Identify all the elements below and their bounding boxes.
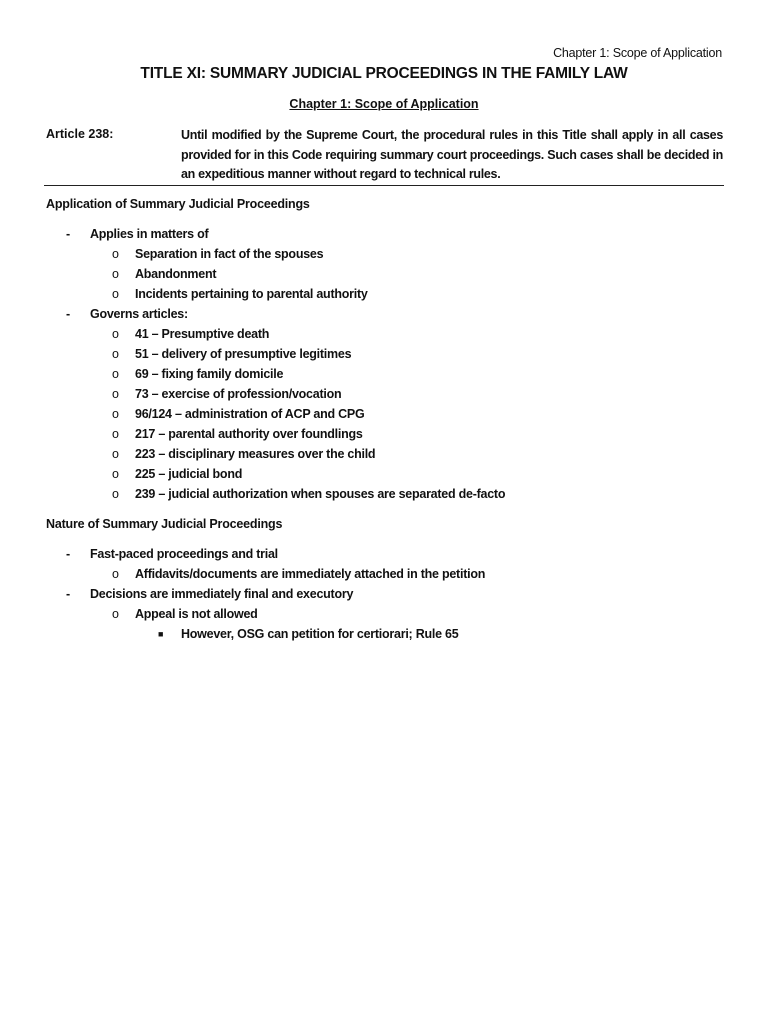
list-item-text: 217 – parental authority over foundlings [135,427,363,441]
circle-bullet-icon: o [112,267,119,281]
circle-bullet-icon: o [112,387,119,401]
section-heading-application: Application of Summary Judicial Proceedings [46,197,310,211]
list-item-text: 69 – fixing family domicile [135,367,284,381]
dash-bullet: - [66,227,70,241]
list-item-text: 225 – judicial bond [135,467,243,481]
list-item-text: Applies in matters of [90,227,209,241]
document-title: TITLE XI: SUMMARY JUDICIAL PROCEEDINGS IN THE FAMILY LAW [140,65,628,82]
running-header: Chapter 1: Scope of Application [553,46,722,60]
dash-bullet: - [66,307,70,321]
list-item-text: Fast-paced proceedings and trial [90,547,278,561]
dash-bullet: - [66,547,70,561]
list-item-text: Abandonment [135,267,217,281]
list-item-text: Decisions are immediately final and executory [90,587,354,601]
article-label: Article 238: [46,127,114,141]
circle-bullet-icon: o [112,447,119,461]
list-item-text: 96/124 – administration of ACP and CPG [135,407,365,421]
list-item-text: Appeal is not allowed [135,607,258,621]
chapter-heading: Chapter 1: Scope of Application [289,97,479,111]
list-item-text: 239 – judicial authorization when spouses are separated de-facto [135,487,506,501]
list-item-text: Incidents pertaining to parental authority [135,287,368,301]
horizontal-rule [44,185,724,186]
list-item-text: Governs articles: [90,307,188,321]
section-heading-nature: Nature of Summary Judicial Proceedings [46,517,283,531]
list-item-text: However, OSG can petition for certiorari; Rule 65 [181,627,459,641]
list-item-text: 51 – delivery of presumptive legitimes [135,347,352,361]
article-text: Until modified by the Supreme Court, the procedural rules in this Title shall apply in all cases provided for in this Code requiring summary court proceedings. Such cases shall be decided in an expeditious manner without regard to technical rules. [181,128,723,181]
circle-bullet-icon: o [112,287,119,301]
circle-bullet-icon: o [112,367,119,381]
list-item-text: 41 – Presumptive death [135,327,270,341]
list-item-text: 223 – disciplinary measures over the child [135,447,376,461]
circle-bullet-icon: o [112,407,119,421]
square-bullet-icon: ■ [158,629,164,639]
circle-bullet-icon: o [112,347,119,361]
circle-bullet-icon: o [112,567,119,581]
list-item-text: 73 – exercise of profession/vocation [135,387,342,401]
circle-bullet-icon: o [112,607,119,621]
circle-bullet-icon: o [112,427,119,441]
circle-bullet-icon: o [112,327,119,341]
circle-bullet-icon: o [112,487,119,501]
list-item-text: Affidavits/documents are immediately attached in the petition [135,567,486,581]
circle-bullet-icon: o [112,247,119,261]
dash-bullet: - [66,587,70,601]
circle-bullet-icon: o [112,467,119,481]
list-item-text: Separation in fact of the spouses [135,247,324,261]
